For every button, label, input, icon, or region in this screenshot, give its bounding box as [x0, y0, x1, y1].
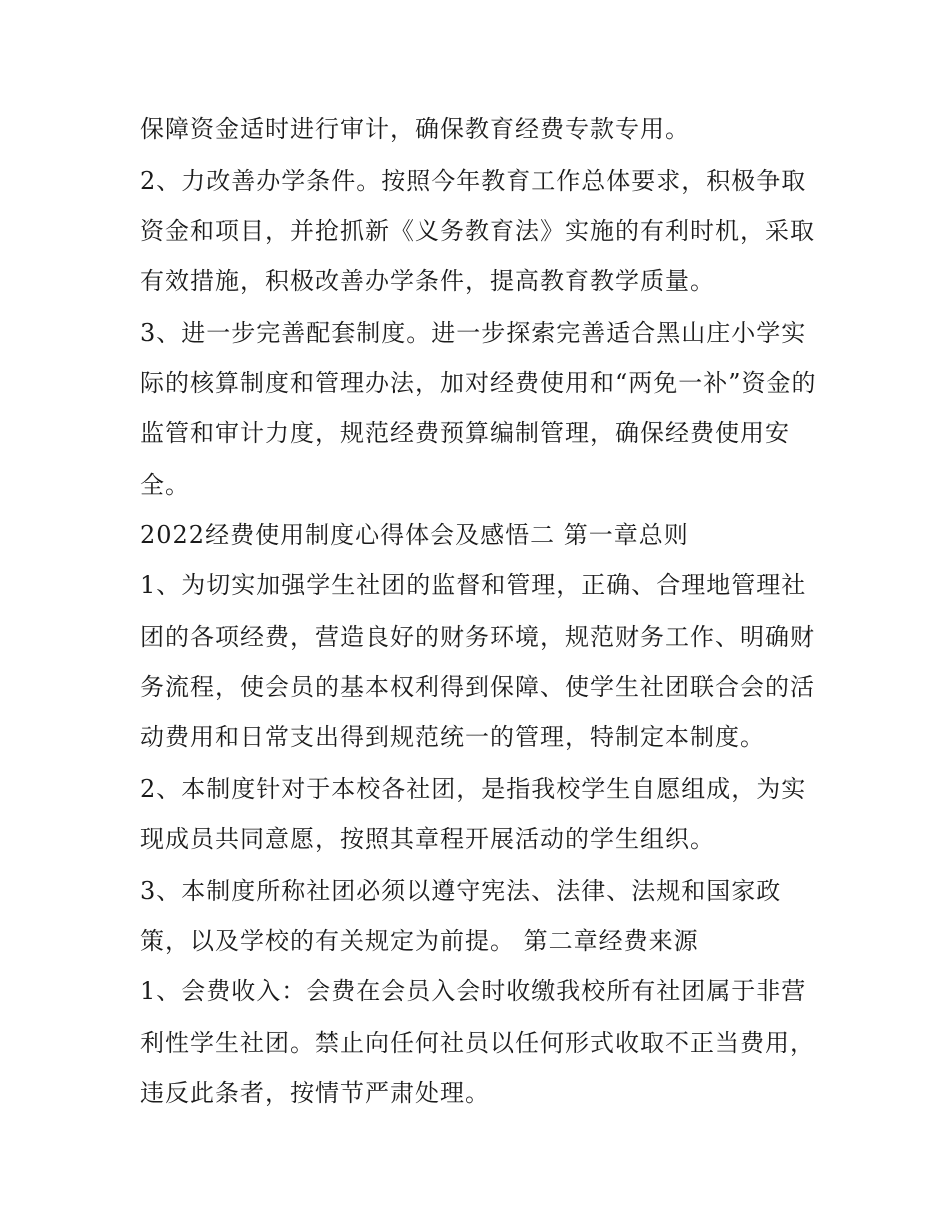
text-line: 际的核算制度和管理办法，加对经费使用和“两免一补”资金的 — [140, 369, 817, 397]
text-line: 2、力改善办学条件。按照今年教育工作总体要求，积极争取 — [140, 167, 807, 195]
text-line: 全。 — [140, 471, 190, 499]
text-line: 3、进一步完善配套制度。进一步探索完善适合黑山庄小学实 — [140, 319, 807, 347]
text-line: 资金和项目，并抢抓新《义务教育法》实施的有利时机，采取 — [140, 217, 815, 245]
text-line: 有效措施，积极改善办学条件，提高教育教学质量。 — [140, 267, 715, 295]
text-line: 团的各项经费，营造良好的财务环境，规范财务工作、明确财 — [140, 623, 815, 651]
text-line: 务流程，使会员的基本权利得到保障、使学生社团联合会的活 — [140, 673, 815, 701]
text-line: 保障资金适时进行审计，确保教育经费专款专用。 — [140, 115, 690, 143]
text-line: 策，以及学校的有关规定为前提。 第二章经费来源 — [140, 927, 699, 955]
text-line: 动费用和日常支出得到规范统一的管理，特制定本制度。 — [140, 723, 765, 751]
text-line: 违反此条者，按情节严肃处理。 — [140, 1079, 490, 1107]
text-line: 1、为切实加强学生社团的监督和管理，正确、合理地管理社 — [140, 571, 807, 599]
text-line: 1、会费收入：会费在会员入会时收缴我校所有社团属于非营 — [140, 977, 807, 1005]
text-line: 监管和审计力度，规范经费预算编制管理，确保经费使用安 — [140, 419, 790, 447]
section-heading: 2022经费使用制度心得体会及感悟二 第一章总则 — [140, 521, 689, 549]
text-line: 3、本制度所称社团必须以遵守宪法、法律、法规和国家政 — [140, 877, 782, 905]
text-line: 2、本制度针对于本校各社团，是指我校学生自愿组成，为实 — [140, 775, 807, 803]
text-line: 现成员共同意愿，按照其章程开展活动的学生组织。 — [140, 825, 715, 853]
text-line: 利性学生社团。禁止向任何社员以任何形式收取不正当费用， — [140, 1029, 815, 1057]
